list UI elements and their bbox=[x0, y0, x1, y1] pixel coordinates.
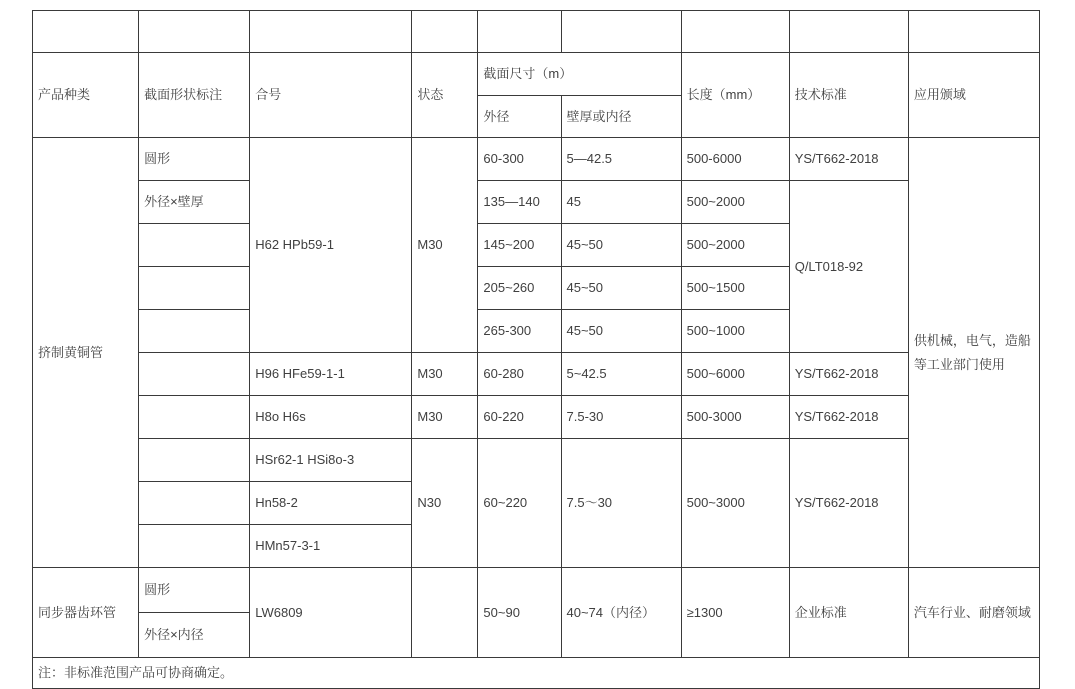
cell-std-r7: YS/T662-2018 bbox=[789, 396, 908, 439]
cell-product-extruded: 挤制黄铜管 bbox=[33, 138, 139, 568]
table-row bbox=[33, 568, 1040, 613]
cell-shape-r3 bbox=[139, 224, 250, 267]
table-row bbox=[33, 353, 1040, 396]
cell-shape-r11: 圆形 bbox=[139, 568, 250, 613]
cell-alloy-r8: HSr62-1 HSi8o-3 bbox=[250, 439, 412, 482]
header-row-1 bbox=[33, 53, 1040, 96]
cell-wall-r3: 45~50 bbox=[561, 224, 681, 267]
table-row bbox=[33, 396, 1040, 439]
cell-od-r1: 60-300 bbox=[478, 138, 561, 181]
cell-shape-r1: 圆形 bbox=[139, 138, 250, 181]
cell-std-sync: 企业标准 bbox=[789, 568, 908, 658]
table-row bbox=[33, 181, 1040, 224]
cell-state-sync bbox=[412, 568, 478, 658]
cell-wall-r5: 45~50 bbox=[561, 310, 681, 353]
cell-len-r3: 500~2000 bbox=[681, 224, 789, 267]
cell-wall-sync: 40~74（内径） bbox=[561, 568, 681, 658]
cell-len-r6: 500~6000 bbox=[681, 353, 789, 396]
table-row bbox=[33, 439, 1040, 482]
header-outer-diameter: 外径 bbox=[478, 96, 561, 138]
table-note: 注：非标准范围产品可协商确定。 bbox=[33, 658, 1040, 689]
cell-len-r2: 500~2000 bbox=[681, 181, 789, 224]
header-alloy: 合号 bbox=[250, 53, 412, 138]
cell-wall-r1: 5—42.5 bbox=[561, 138, 681, 181]
header-product: 产品种类 bbox=[33, 53, 139, 138]
cell-wall-r6: 5~42.5 bbox=[561, 353, 681, 396]
cell-shape-r8 bbox=[139, 439, 250, 482]
header-standard: 技术标准 bbox=[789, 53, 908, 138]
cell-od-r4: 205~260 bbox=[478, 267, 561, 310]
cell-std-r6: YS/T662-2018 bbox=[789, 353, 908, 396]
spacer-cell bbox=[789, 11, 908, 53]
spacer-cell bbox=[681, 11, 789, 53]
cell-shape-r2: 外径×壁厚 bbox=[139, 181, 250, 224]
cell-application-synchronizer: 汽车行业、耐磨领域 bbox=[908, 568, 1039, 658]
cell-shape-r6 bbox=[139, 353, 250, 396]
header-state: 状态 bbox=[412, 53, 478, 138]
cell-od-r6: 60-280 bbox=[478, 353, 561, 396]
cell-od-g2: 60~220 bbox=[478, 439, 561, 568]
header-length: 长度（mm） bbox=[681, 53, 789, 138]
spacer-cell bbox=[412, 11, 478, 53]
cell-std-g2: YS/T662-2018 bbox=[789, 439, 908, 568]
cell-state-g2: N30 bbox=[412, 439, 478, 568]
cell-state-r7: M30 bbox=[412, 396, 478, 439]
cell-len-r7: 500-3000 bbox=[681, 396, 789, 439]
product-spec-sheet bbox=[32, 10, 1040, 689]
cell-wall-r2: 45 bbox=[561, 181, 681, 224]
cell-std-r1: YS/T662-2018 bbox=[789, 138, 908, 181]
cell-shape-r5 bbox=[139, 310, 250, 353]
cell-application-extruded: 供机械，电气，造船等工业部门使用 bbox=[908, 138, 1039, 568]
cell-alloy-r7: H8o H6s bbox=[250, 396, 412, 439]
cell-wall-g2: 7.5～30 bbox=[561, 439, 681, 568]
spacer-cell bbox=[908, 11, 1039, 53]
spacer-cell bbox=[33, 11, 139, 53]
cell-wall-r4: 45~50 bbox=[561, 267, 681, 310]
cell-len-sync: ≥1300 bbox=[681, 568, 789, 658]
cell-shape-r4 bbox=[139, 267, 250, 310]
header-wall-or-inner: 壁厚或内径 bbox=[561, 96, 681, 138]
product-spec-table bbox=[32, 10, 1040, 689]
cell-od-r7: 60-220 bbox=[478, 396, 561, 439]
cell-od-r5: 265-300 bbox=[478, 310, 561, 353]
header-application: 应用颁域 bbox=[908, 53, 1039, 138]
table-row bbox=[33, 138, 1040, 181]
spacer-cell bbox=[250, 11, 412, 53]
spacer-cell bbox=[561, 11, 681, 53]
spacer-cell bbox=[478, 11, 561, 53]
note-row bbox=[33, 658, 1040, 689]
cell-std-g1b: Q/LT018-92 bbox=[789, 181, 908, 353]
cell-shape-r10 bbox=[139, 525, 250, 568]
cell-alloy-g1: H62 HPb59-1 bbox=[250, 138, 412, 353]
cell-shape-r12: 外径×内径 bbox=[139, 613, 250, 658]
cell-od-sync: 50~90 bbox=[478, 568, 561, 658]
cell-len-r1: 500-6000 bbox=[681, 138, 789, 181]
cell-alloy-sync: LW6809 bbox=[250, 568, 412, 658]
cell-product-synchronizer: 同步器齿环管 bbox=[33, 568, 139, 658]
cell-wall-r7: 7.5-30 bbox=[561, 396, 681, 439]
cell-od-r2: 135—140 bbox=[478, 181, 561, 224]
spacer-row bbox=[33, 11, 1040, 53]
cell-alloy-r10: HMn57-3-1 bbox=[250, 525, 412, 568]
cell-shape-r7 bbox=[139, 396, 250, 439]
header-section-size: 截面尺寸（m） bbox=[478, 53, 681, 96]
cell-alloy-r6: H96 HFe59-1-1 bbox=[250, 353, 412, 396]
cell-od-r3: 145~200 bbox=[478, 224, 561, 267]
cell-len-r5: 500~1000 bbox=[681, 310, 789, 353]
cell-alloy-r9: Hn58-2 bbox=[250, 482, 412, 525]
cell-state-g1: M30 bbox=[412, 138, 478, 353]
cell-len-r4: 500~1500 bbox=[681, 267, 789, 310]
header-shape: 截面形状标注 bbox=[139, 53, 250, 138]
cell-len-g2: 500~3000 bbox=[681, 439, 789, 568]
spacer-cell bbox=[139, 11, 250, 53]
cell-shape-r9 bbox=[139, 482, 250, 525]
cell-state-r6: M30 bbox=[412, 353, 478, 396]
